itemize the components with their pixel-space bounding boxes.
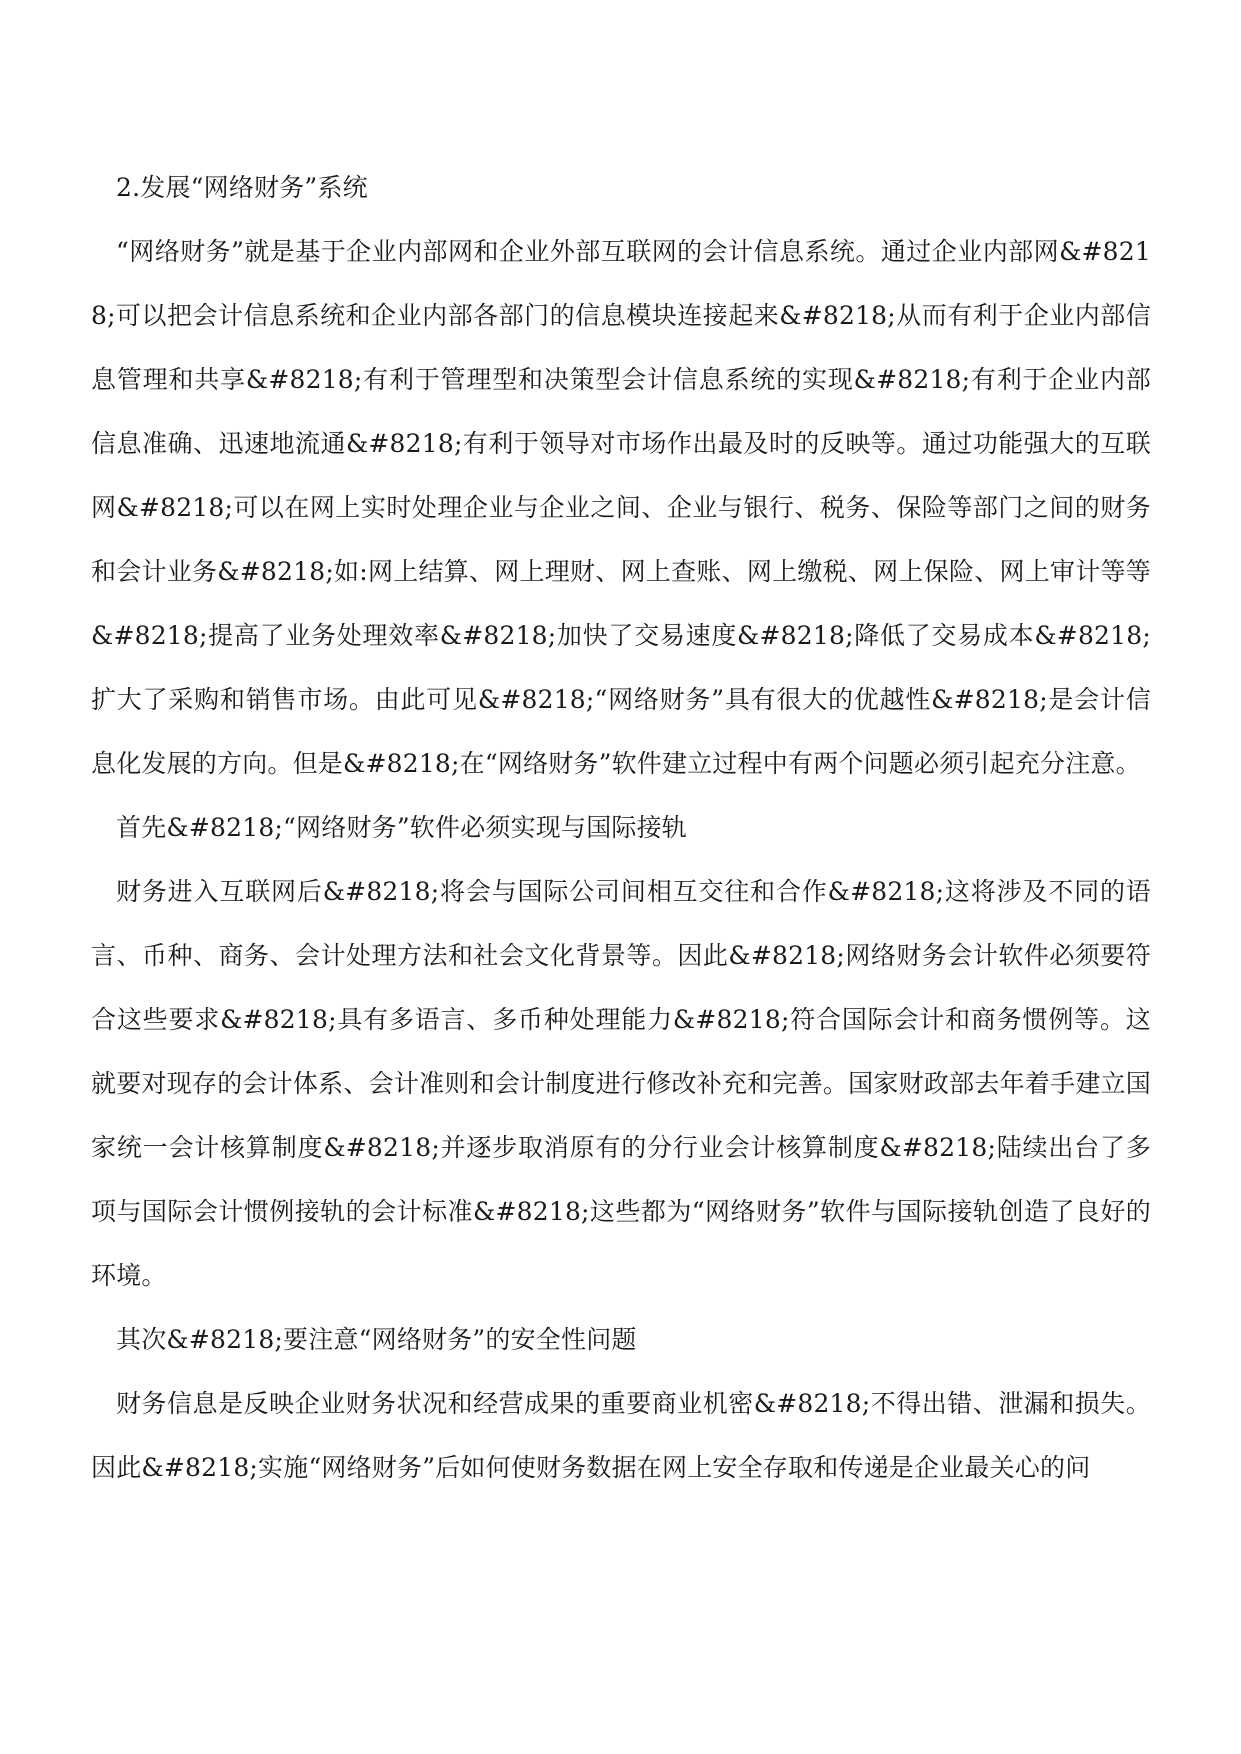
- subheading-international-standards: 首先&#8218;“网络财务”软件必须实现与国际接轨: [116, 813, 688, 842]
- document-body: [91, 156, 1151, 1500]
- section-heading: 2.发展“网络财务”系统: [116, 173, 368, 202]
- subheading-security: 其次&#8218;要注意“网络财务”的安全性问题: [116, 1325, 637, 1354]
- paragraph-network-finance-intro: “网络财务”就是基于企业内部网和企业外部互联网的会计信息系统。通过企业内部网&#8218;可以把会计信息系统和企业内部各部门的信息模块连接起来&#8218;从而有利于企业内部信息管理和共享&#8218;有利于管理型和决策型会计信息系统的实现&#8218;有利于企业内部信息准确、迅速地流通&#8218;有利于领导对市场作出最及时的反映等。通过功能强大的互联网&#8218;可以在网上实时处理企业与企业之间、企业与银行、税务、保险等部门之间的财务和会计业务&#8218;如:网上结算、网上理财、网上查账、网上缴税、网上保险、网上审计等等&#8218;提高了业务处理效率&#8218;加快了交易速度&#8218;降低了交易成本&#8218;扩大了采购和销售市场。由此可见&#8218;“网络财务”具有很大的优越性&#8218;是会计信息化发展的方向。但是&#8218;在“网络财务”软件建立过程中有两个问题必须引起充分注意。: [91, 237, 1151, 778]
- paragraph-security: 财务信息是反映企业财务状况和经营成果的重要商业机密&#8218;不得出错、泄漏和损失。因此&#8218;实施“网络财务”后如何使财务数据在网上安全存取和传递是企业最关心的问: [91, 1389, 1151, 1482]
- paragraph-international-standards: 财务进入互联网后&#8218;将会与国际公司间相互交往和合作&#8218;这将涉及不同的语言、币种、商务、会计处理方法和社会文化背景等。因此&#8218;网络财务会计软件必须要符合这些要求&#8218;具有多语言、多币种处理能力&#8218;符合国际会计和商务惯例等。这就要对现存的会计体系、会计准则和会计制度进行修改补充和完善。国家财政部去年着手建立国家统一会计核算制度&#8218;并逐步取消原有的分行业会计核算制度&#8218;陆续出台了多项与国际会计惯例接轨的会计标准&#8218;这些都为“网络财务”软件与国际接轨创造了良好的环境。: [91, 877, 1151, 1290]
